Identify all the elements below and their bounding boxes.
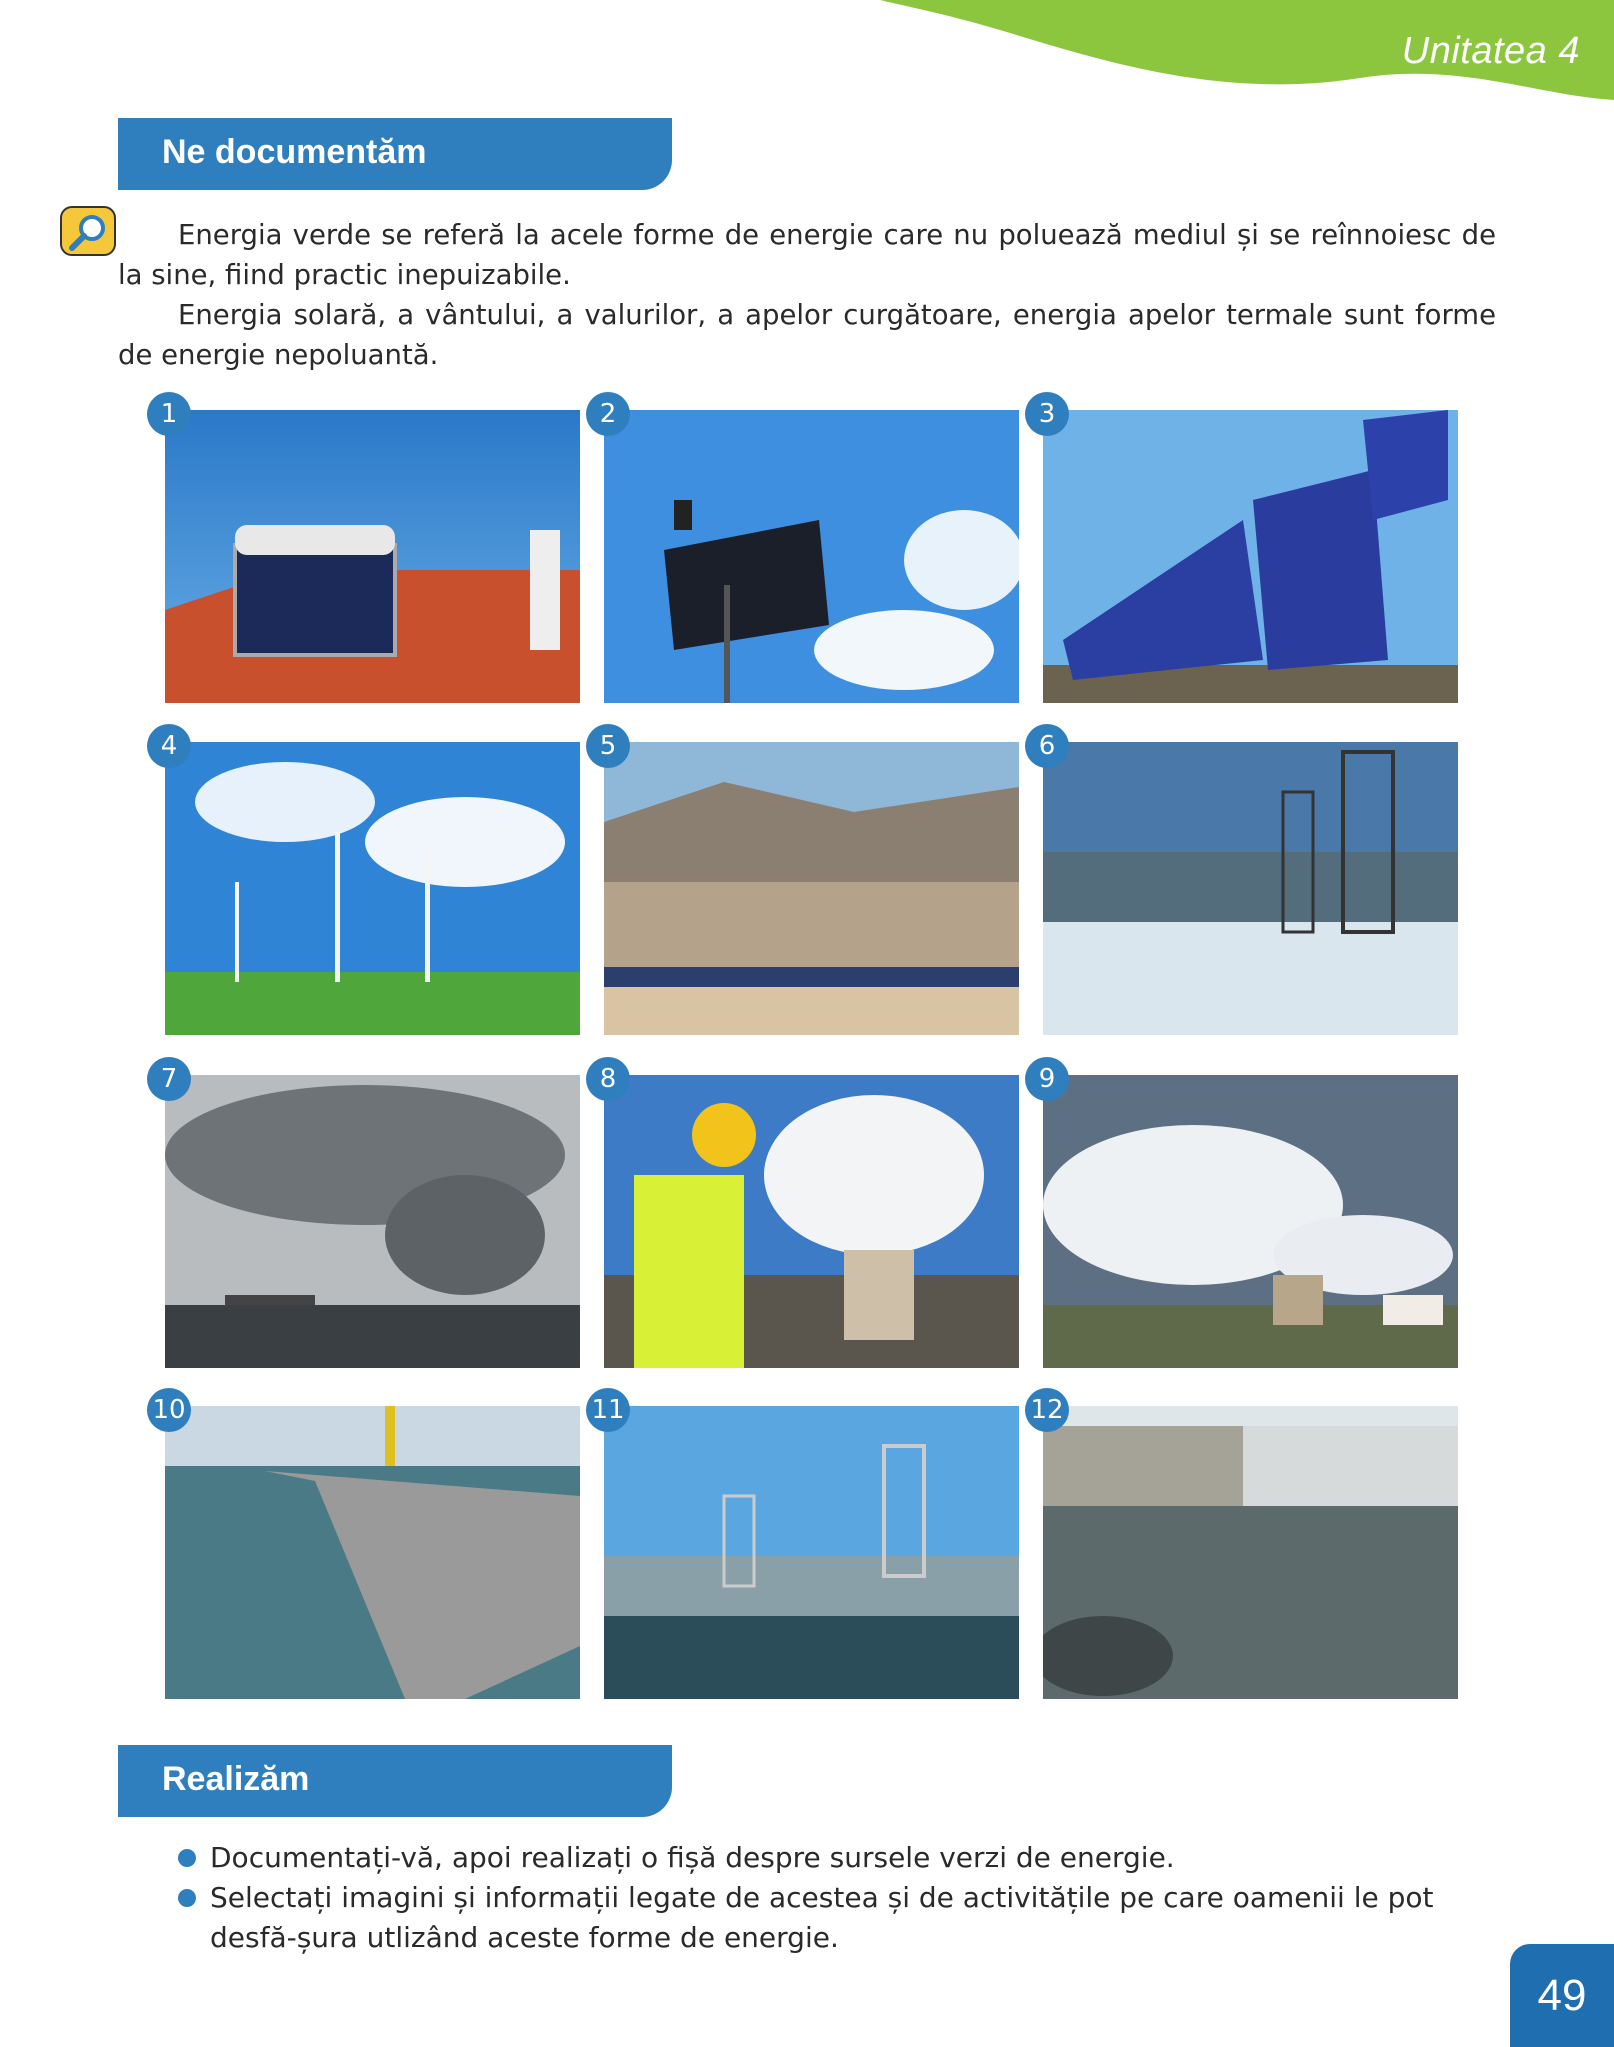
photo-geothermal-plant bbox=[1038, 1064, 1458, 1368]
photo-dam-spillway bbox=[1030, 1395, 1458, 1699]
task-list bbox=[178, 1838, 1498, 1958]
task-text: Documentați-vă, apoi realizați o fișă despre sursele verzi de energie. bbox=[210, 1841, 1175, 1874]
photo-solar-farm bbox=[1038, 399, 1458, 703]
photo-number: 5 bbox=[586, 724, 630, 768]
task-item bbox=[178, 1878, 1498, 1958]
photo-tidal-barrage bbox=[152, 1395, 580, 1699]
magnifier-icon bbox=[60, 206, 116, 256]
photo-number: 8 bbox=[586, 1057, 630, 1101]
photo-number: 11 bbox=[586, 1388, 630, 1432]
section-title: Ne documentăm bbox=[162, 133, 427, 171]
photo-number: 9 bbox=[1025, 1057, 1069, 1101]
header-swoosh bbox=[0, 0, 1614, 120]
photo-solar-water-heater bbox=[160, 399, 580, 703]
photo-solar-streetlight bbox=[599, 399, 1019, 703]
photo-number: 10 bbox=[147, 1388, 191, 1432]
photo-number: 6 bbox=[1025, 724, 1069, 768]
intro-paragraph-2: Energia solară, a vântului, a valurilor, a apelor curgătoare, energia apelor termale sunt forme de energie nepoluantă. bbox=[118, 299, 1496, 371]
photo-hydro-plant bbox=[591, 1395, 1019, 1699]
section-banner-research bbox=[118, 118, 672, 190]
task-item bbox=[178, 1838, 1498, 1878]
bullet-icon bbox=[178, 1849, 196, 1867]
photo-tidal-station bbox=[1038, 731, 1458, 1035]
photo-wind-turbines bbox=[160, 731, 580, 1035]
section-banner-realize bbox=[118, 1745, 672, 1817]
photo-offshore-smoke bbox=[160, 1064, 580, 1368]
photo-number: 2 bbox=[586, 392, 630, 436]
photo-geothermal-worker bbox=[599, 1064, 1019, 1368]
unit-label: Unitatea 4 bbox=[1401, 30, 1580, 72]
photo-number: 3 bbox=[1025, 392, 1069, 436]
task-text: Selectați imagini și informații legate de acestea și de activitățile pe care oamenii le pot desfă-șura utlizând aceste forme de energie. bbox=[210, 1881, 1434, 1954]
intro-paragraph-1: Energia verde se referă la acele forme de energie care nu poluează mediul și se reînnoiesc de la sine, fiind practic inepuizabile. bbox=[118, 219, 1496, 291]
photo-number: 1 bbox=[147, 392, 191, 436]
bullet-icon bbox=[178, 1889, 196, 1907]
section-title: Realizăm bbox=[162, 1760, 310, 1798]
photo-number: 4 bbox=[147, 724, 191, 768]
photo-number: 12 bbox=[1025, 1388, 1069, 1432]
photo-wind-farm-desert bbox=[599, 731, 1019, 1035]
page-number: 49 bbox=[1510, 1944, 1614, 2047]
photo-number: 7 bbox=[147, 1057, 191, 1101]
